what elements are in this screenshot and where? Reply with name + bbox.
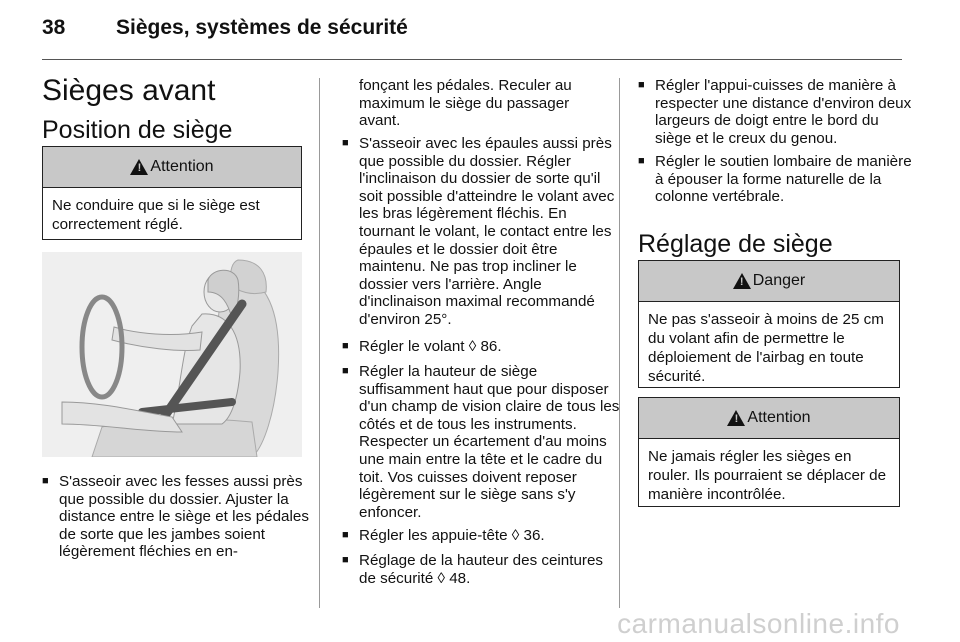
list-item: ■ S'asseoir avec les fesses aussi près que possible du dossier. Ajuster la distance entre le siège et les pédales de sorte que les jambes soient légèrement fléchies en en- bbox=[42, 473, 317, 561]
attention-box bbox=[42, 146, 302, 240]
danger-box bbox=[638, 260, 900, 388]
attention-text: Ne jamais régler les sièges en rouler. Ils pourraient se déplacer de manière incontrôlée. bbox=[648, 448, 887, 503]
section-title: Sièges avant bbox=[42, 74, 216, 107]
header-rule bbox=[42, 59, 902, 60]
danger-heading: Danger bbox=[752, 272, 806, 289]
list-item: ■ Régler l'appui-cuisses de manière à respecter une distance d'environ deux largeurs de doigt entre le bord du siège et le creux du genou. bbox=[638, 77, 919, 147]
warning-triangle-icon bbox=[130, 159, 148, 175]
attention-heading: Attention bbox=[150, 158, 214, 175]
chapter-title: Sièges, systèmes de sécurité bbox=[116, 16, 408, 39]
page-number: 38 bbox=[42, 16, 66, 39]
warning-triangle-icon bbox=[727, 410, 745, 426]
list-item: ■ Régler le soutien lombaire de manière à épouser la forme naturelle de la colonne vertébrale. bbox=[638, 153, 919, 206]
column-divider-1 bbox=[319, 78, 320, 608]
danger-box-header bbox=[639, 261, 899, 302]
page-header bbox=[0, 0, 960, 48]
attention-box bbox=[638, 397, 900, 507]
list-item: ■ Régler le volant ◊ 86. bbox=[342, 338, 621, 356]
continuation-text: fonçant les pédales. Reculer au maximum le siège du passager avant. bbox=[359, 77, 572, 130]
danger-text: Ne pas s'asseoir à moins de 25 cm du volant afin de permettre le déploiement de l'airbag en toute sécurité. bbox=[648, 311, 884, 385]
list-item: ■ Réglage de la hauteur des ceintures de sécurité ◊ 48. bbox=[342, 552, 621, 587]
watermark: carmanualsonline.info bbox=[617, 608, 900, 639]
attention-text: Ne conduire que si le siège est correctement réglé. bbox=[52, 197, 260, 233]
driver-seat-position-illustration bbox=[42, 252, 302, 457]
warning-triangle-icon bbox=[733, 273, 751, 289]
attention-box-header bbox=[639, 398, 899, 439]
attention-box-header bbox=[43, 147, 301, 188]
list-item: ■ Régler la hauteur de siège suffisamment haut que pour disposer d'un champ de vision claire de tous les côtés et de tous les instruments. Respecter un écartement d'au moins une main entre la tête et le cadre du toit. Vos cuisses doivent reposer légèrement sur le siège sans s'y enfoncer. bbox=[342, 363, 621, 521]
attention-heading: Attention bbox=[747, 409, 811, 426]
subsection-title: Position de siège bbox=[42, 116, 233, 144]
subsection-title: Réglage de siège bbox=[638, 230, 833, 258]
list-item: ■ Régler les appuie-tête ◊ 36. bbox=[342, 527, 621, 545]
list-item: ■ S'asseoir avec les épaules aussi près que possible du dossier. Régler l'inclinaison du dossier de sorte qu'il soit possible d'atteindre le volant avec les bras légèrement fléchis. En tournant le volant, le contact entre les épaules et le dossier doit être maintenu. Ne pas trop incliner le dossier vers l'arrière. Angle d'inclinaison maximal recommandé d'environ 25°. bbox=[342, 135, 621, 329]
